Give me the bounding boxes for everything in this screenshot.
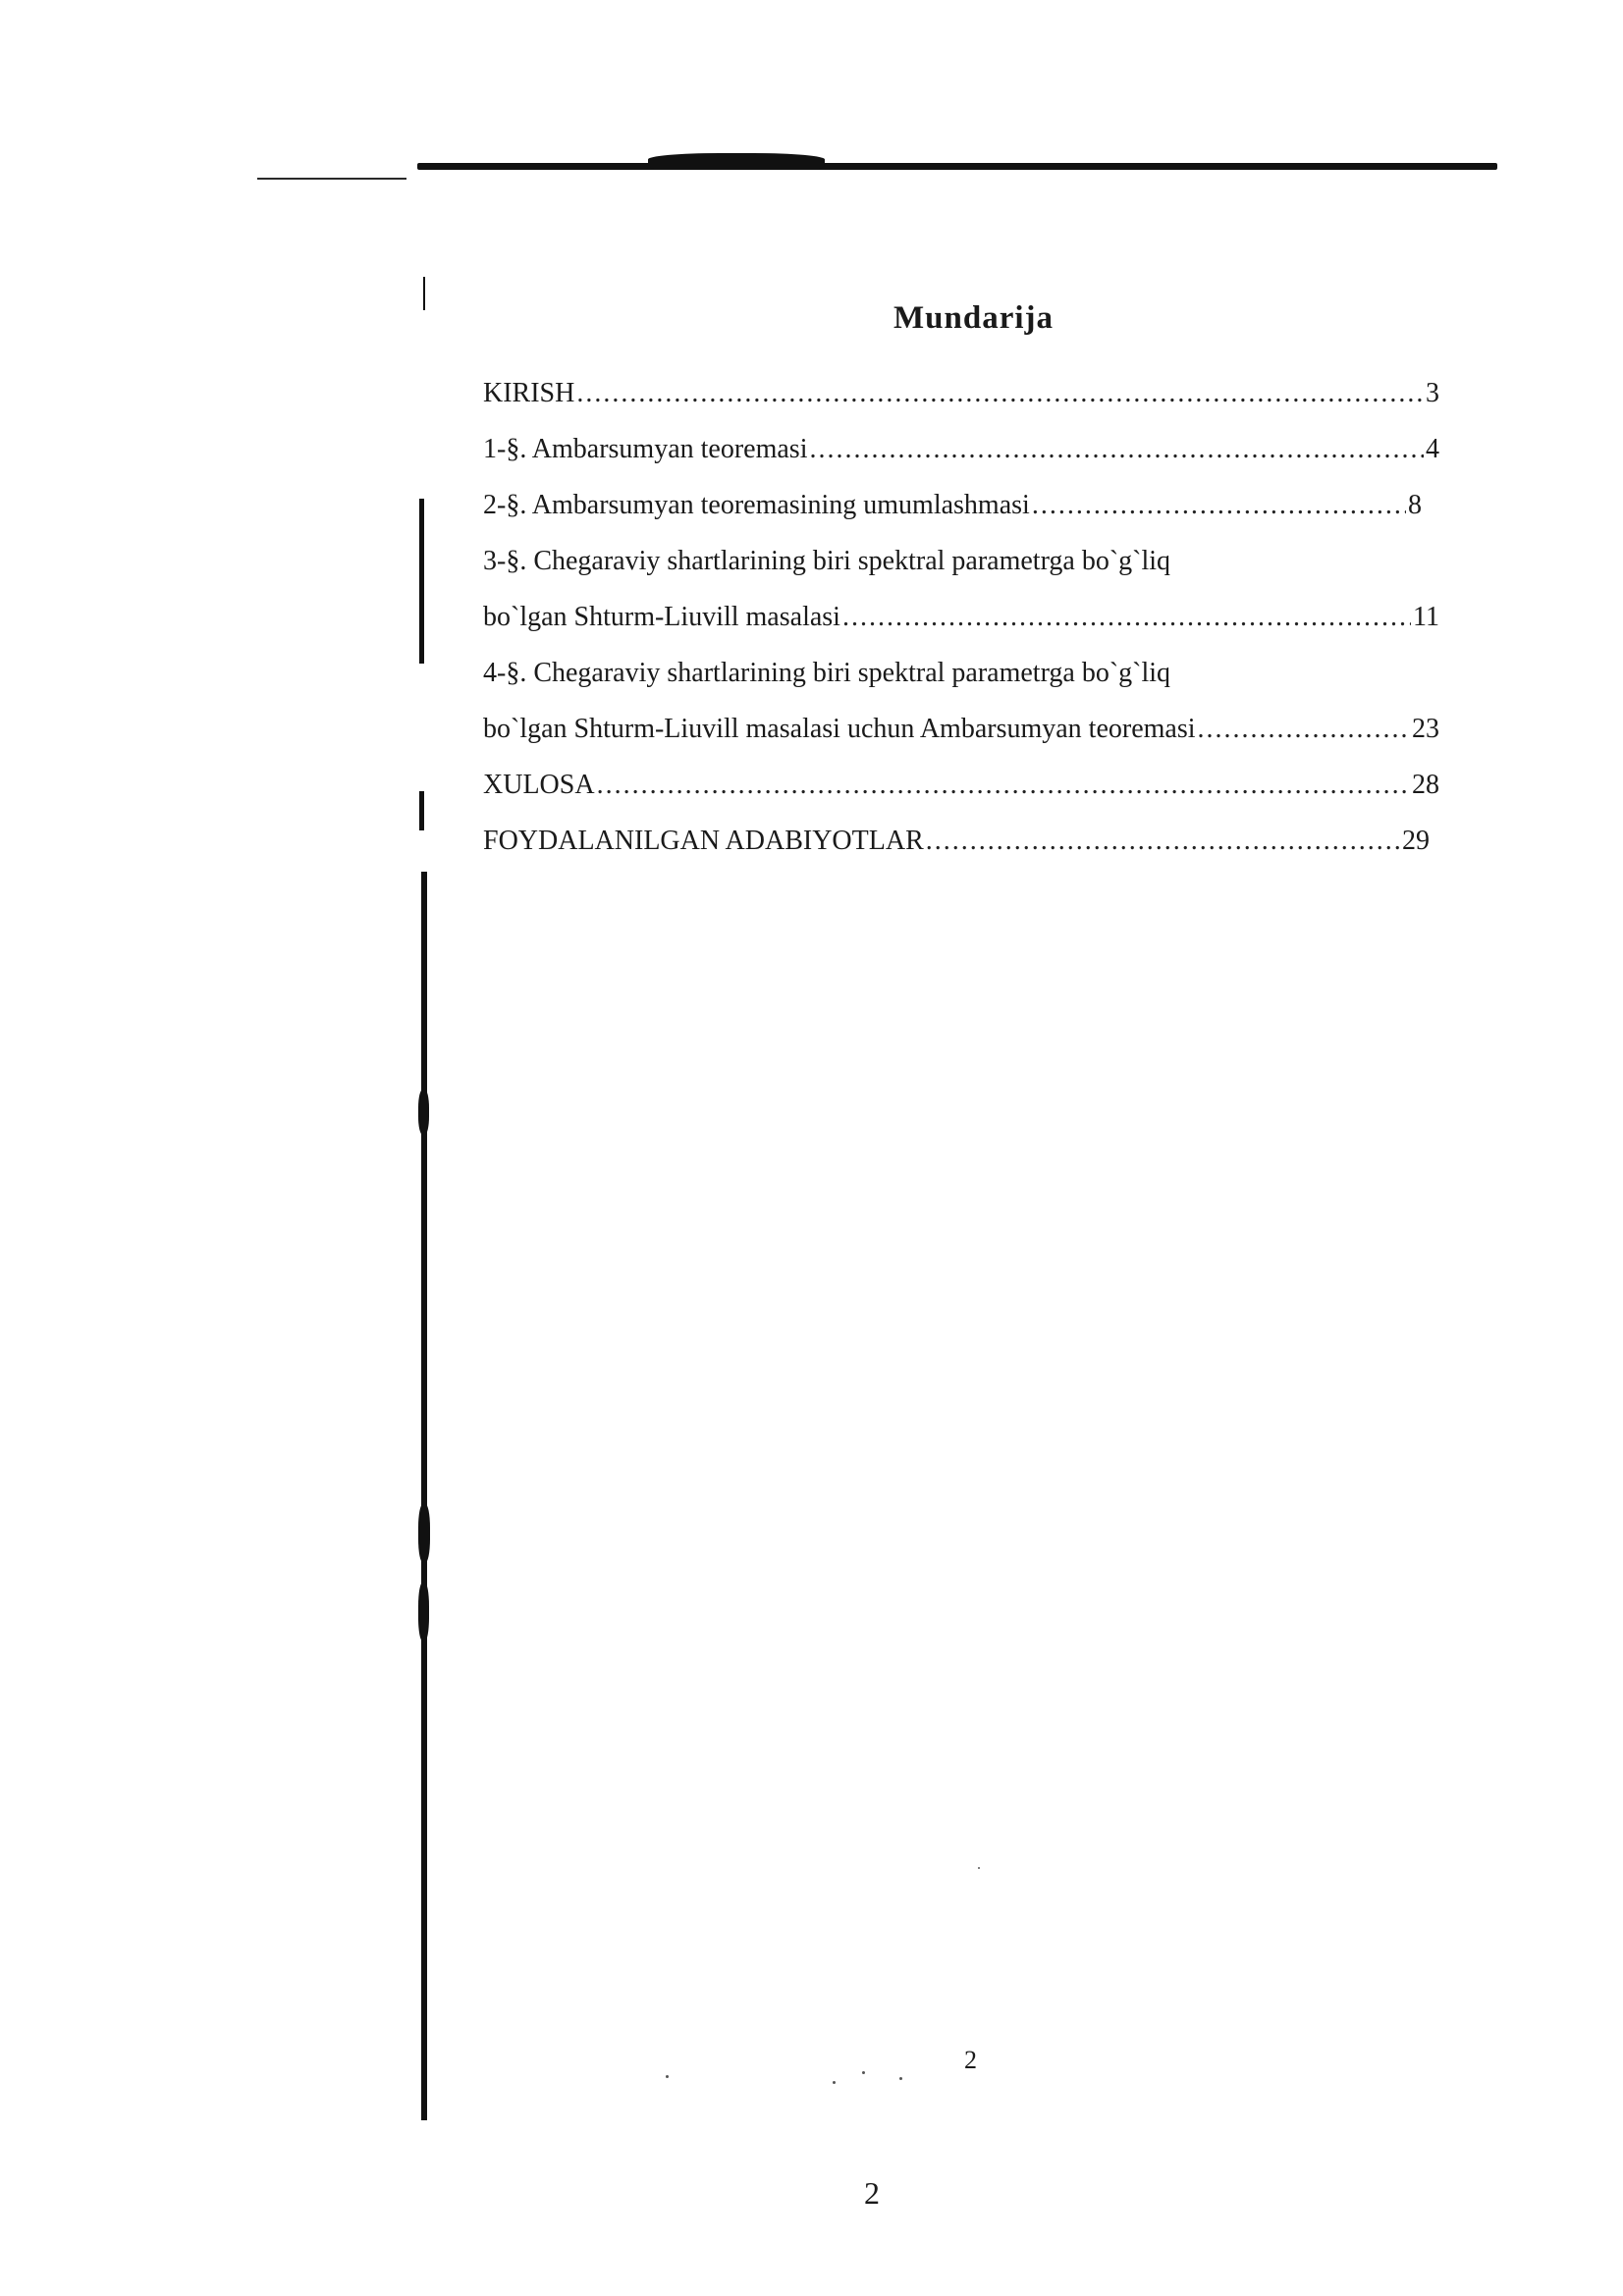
- margin-mark: [418, 1504, 430, 1563]
- page-number: 2: [864, 2175, 880, 2211]
- toc-entry-label: 4-§. Chegaraviy shartlarining biri spektral parametrga bo`g`liq: [483, 658, 1171, 688]
- scan-speck: [899, 2077, 902, 2080]
- toc-entry-section-4-line-2[interactable]: [483, 701, 1439, 757]
- toc-entry-page: 4: [1426, 434, 1439, 464]
- toc-leader-dots: [597, 757, 1410, 813]
- toc-entry-page: 11: [1413, 602, 1439, 632]
- toc-entry-section-3-line-1[interactable]: [483, 533, 1439, 589]
- table-of-contents: [483, 365, 1439, 869]
- toc-entry-section-1[interactable]: [483, 421, 1439, 477]
- toc-leader-dots: [842, 589, 1411, 645]
- inner-page-number: 2: [964, 2046, 977, 2074]
- margin-mark: [418, 1090, 429, 1135]
- toc-leader-dots: [809, 421, 1424, 477]
- toc-entry-page: 3: [1426, 378, 1439, 408]
- scan-rule-thick: [417, 163, 1497, 170]
- toc-entry-page: 23: [1412, 714, 1439, 744]
- toc-entry-section-2[interactable]: [483, 477, 1422, 533]
- toc-entry-section-3-line-2[interactable]: [483, 589, 1439, 645]
- scan-rule-bump: [648, 153, 825, 169]
- toc-entry-label: 2-§. Ambarsumyan teoremasining umumlashmasi: [483, 490, 1030, 520]
- margin-mark: [419, 499, 424, 664]
- scan-rule-thin: [257, 178, 406, 180]
- document-title: Mundarija: [893, 300, 1054, 336]
- toc-entry-label: KIRISH: [483, 378, 575, 408]
- toc-leader-dots: [1032, 477, 1406, 533]
- toc-leader-dots: [576, 365, 1424, 421]
- scan-speck: [862, 2071, 865, 2074]
- toc-entry-label: 3-§. Chegaraviy shartlarining biri spektral parametrga bo`g`liq: [483, 546, 1171, 576]
- toc-entry-references[interactable]: [483, 813, 1430, 869]
- toc-entry-label: 1-§. Ambarsumyan teoremasi: [483, 434, 808, 464]
- margin-mark: [418, 1582, 429, 1641]
- scan-speck: [978, 1867, 980, 1869]
- toc-entry-xulosa[interactable]: [483, 757, 1439, 813]
- scan-speck: [833, 2081, 836, 2084]
- toc-entry-page: 29: [1402, 826, 1430, 856]
- toc-entry-label: XULOSA: [483, 770, 595, 800]
- toc-leader-dots: [926, 813, 1400, 869]
- toc-leader-dots: [1198, 701, 1410, 757]
- toc-entry-label: FOYDALANILGAN ADABIYOTLAR: [483, 826, 924, 856]
- toc-entry-kirish[interactable]: [483, 365, 1439, 421]
- margin-mark: [421, 872, 427, 2120]
- toc-entry-page: 28: [1412, 770, 1439, 800]
- scan-speck: [666, 2075, 669, 2078]
- toc-entry-section-4-line-1[interactable]: [483, 645, 1439, 701]
- margin-mark: [419, 791, 424, 830]
- toc-entry-label: bo`lgan Shturm-Liuvill masalasi uchun Ambarsumyan teoremasi: [483, 714, 1196, 744]
- toc-entry-label: bo`lgan Shturm-Liuvill masalasi: [483, 602, 840, 632]
- toc-entry-page: 8: [1408, 490, 1422, 520]
